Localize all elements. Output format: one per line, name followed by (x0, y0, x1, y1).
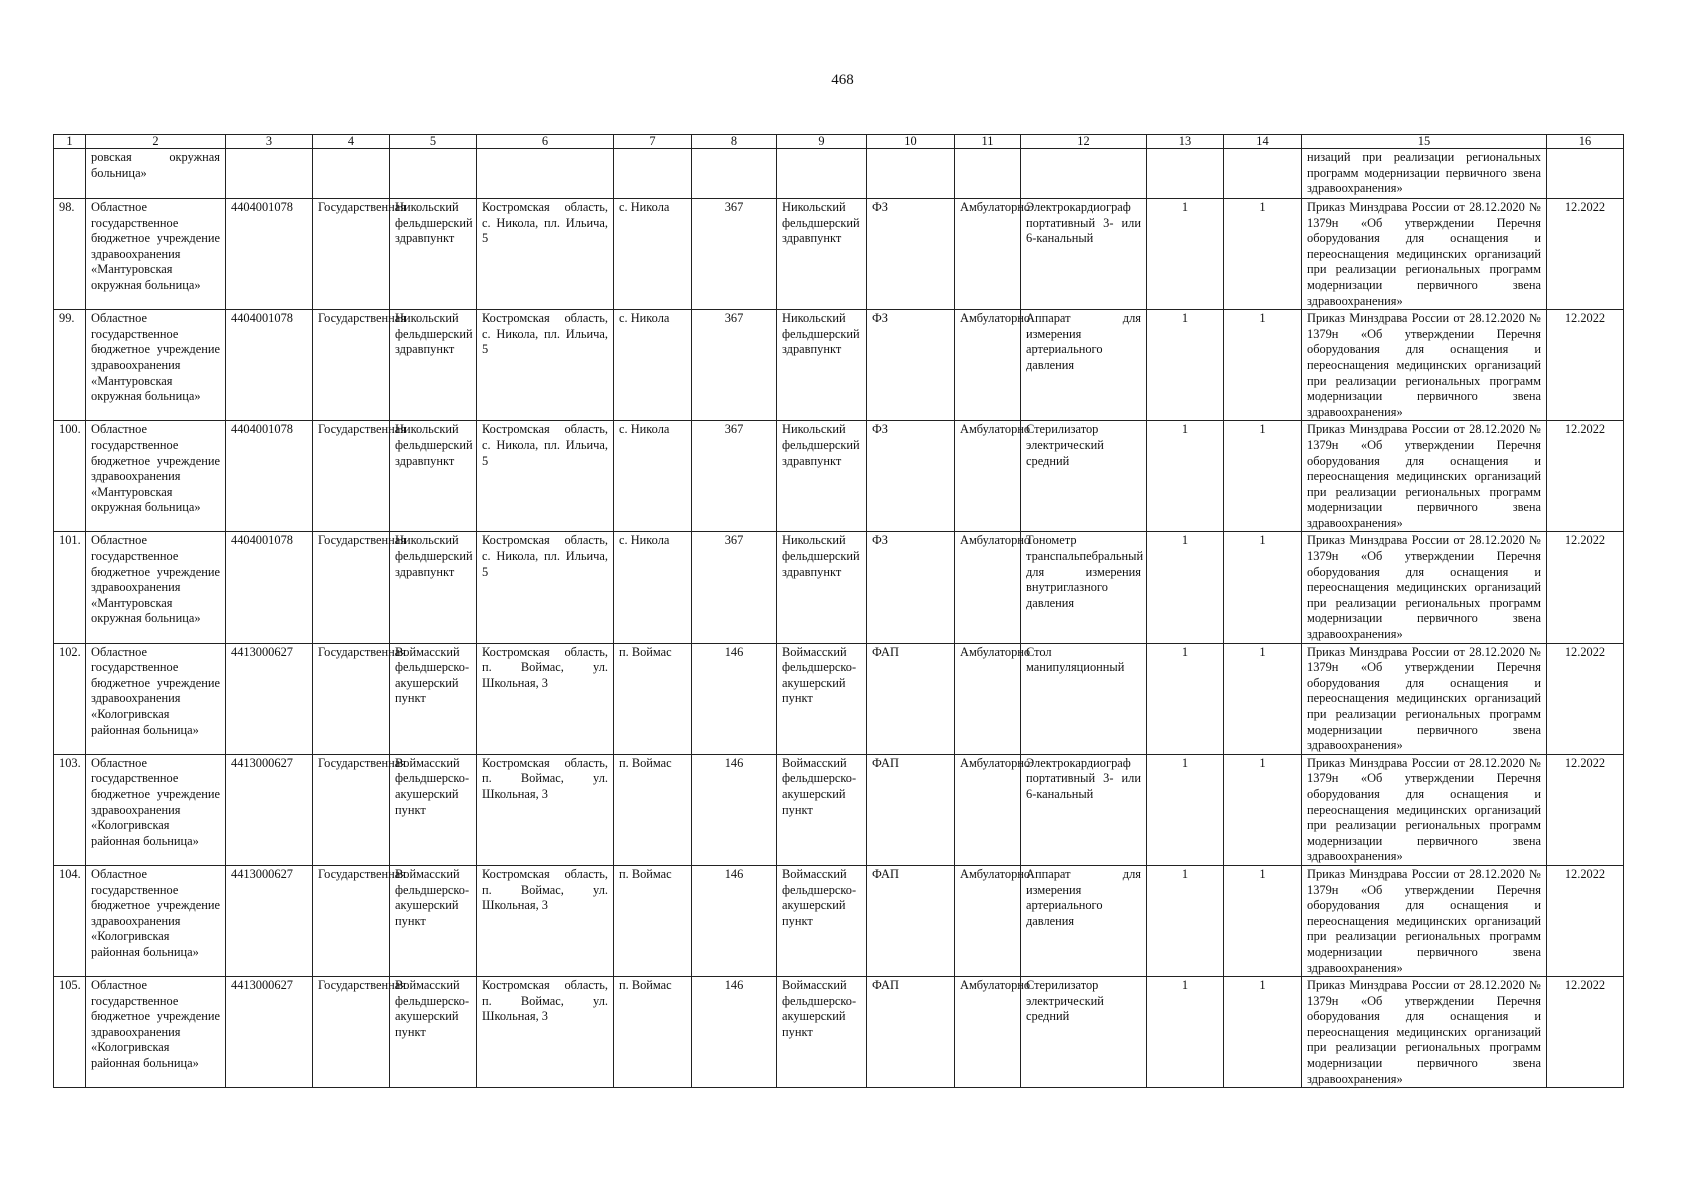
care-cell: Амбулаторно (955, 532, 1021, 643)
unit-type-cell: Воймасский фельдшерско-акушерский пункт (777, 977, 867, 1088)
care-cell: Амбулаторно (955, 421, 1021, 532)
unit-cell: Воймасский фельдшерско-акушерский пункт (390, 754, 477, 865)
quantity-cell: 1 (1224, 643, 1302, 754)
ownership-cell: Государственная (313, 865, 390, 976)
column-number: 14 (1224, 135, 1302, 149)
column-number: 13 (1147, 135, 1224, 149)
settlement-cell: п. Воймас (614, 865, 692, 976)
settlement-cell: с. Никола (614, 310, 692, 421)
ownership-cell: Государственная (313, 421, 390, 532)
inn-cell: 4413000627 (226, 977, 313, 1088)
date-cell: 12.2022 (1547, 199, 1624, 310)
unit-type-cell: Никольский фельдшерский здравпункт (777, 421, 867, 532)
org-cell: Областное государственное бюджетное учреждение здравоохранения «Кологривская районная больница» (86, 643, 226, 754)
basis-cell: Приказ Минздрава России от 28.12.2020 № 1379н «Об утверждении Перечня оборудования для оснащения и переоснащения медицинских организаций при реализации региональных программ модернизации первичного звена здравоохранения» (1302, 865, 1547, 976)
table-row (54, 977, 1624, 1088)
column-number: 1 (54, 135, 86, 149)
org-cell: Областное государственное бюджетное учреждение здравоохранения «Мантуровская окружная больница» (86, 532, 226, 643)
column-number: 10 (867, 135, 955, 149)
column-number: 6 (477, 135, 614, 149)
population-cell: 146 (692, 977, 777, 1088)
column-number: 4 (313, 135, 390, 149)
settlement-cell: п. Воймас (614, 643, 692, 754)
quantity-cell: 1 (1147, 865, 1224, 976)
row-number: 98. (54, 199, 86, 310)
address-cell: Костромская область, с. Никола, пл. Ильича, 5 (477, 310, 614, 421)
type-code-cell: ФЗ (867, 310, 955, 421)
quantity-cell: 1 (1147, 199, 1224, 310)
population-cell: 146 (692, 754, 777, 865)
population-cell: 367 (692, 310, 777, 421)
type-code-cell: ФАП (867, 754, 955, 865)
population-cell: 367 (692, 532, 777, 643)
table-row (54, 310, 1624, 421)
settlement-cell: п. Воймас (614, 754, 692, 865)
basis-cell: Приказ Минздрава России от 28.12.2020 № 1379н «Об утверждении Перечня оборудования для оснащения и переоснащения медицинских организаций при реализации региональных программ модернизации первичного звена здравоохранения» (1302, 532, 1547, 643)
table-row (54, 754, 1624, 865)
row-number: 101. (54, 532, 86, 643)
unit-type-cell: Никольский фельдшерский здравпункт (777, 532, 867, 643)
column-number: 15 (1302, 135, 1547, 149)
org-cell: ровская окружная больница» (86, 149, 226, 199)
inn-cell: 4404001078 (226, 199, 313, 310)
column-number: 8 (692, 135, 777, 149)
ownership-cell: Государственная (313, 977, 390, 1088)
settlement-cell: с. Никола (614, 199, 692, 310)
unit-type-cell: Никольский фельдшерский здравпункт (777, 310, 867, 421)
org-cell: Областное государственное бюджетное учреждение здравоохранения «Кологривская районная больница» (86, 865, 226, 976)
type-code-cell: ФЗ (867, 532, 955, 643)
care-cell: Амбулаторно (955, 865, 1021, 976)
unit-type-cell: Воймасский фельдшерско-акушерский пункт (777, 754, 867, 865)
address-cell: Костромская область, п. Воймас, ул. Школьная, 3 (477, 643, 614, 754)
inn-cell: 4404001078 (226, 532, 313, 643)
address-cell: Костромская область, п. Воймас, ул. Школьная, 3 (477, 977, 614, 1088)
row-number: 99. (54, 310, 86, 421)
date-cell: 12.2022 (1547, 421, 1624, 532)
table-row (54, 421, 1624, 532)
care-cell: Амбулаторно (955, 643, 1021, 754)
row-number: 104. (54, 865, 86, 976)
quantity-cell: 1 (1147, 532, 1224, 643)
quantity-cell: 1 (1147, 310, 1224, 421)
unit-type-cell: Воймасский фельдшерско-акушерский пункт (777, 643, 867, 754)
table-row (54, 643, 1624, 754)
date-cell: 12.2022 (1547, 977, 1624, 1088)
basis-cell: Приказ Минздрава России от 28.12.2020 № 1379н «Об утверждении Перечня оборудования для оснащения и переоснащения медицинских организаций при реализации региональных программ модернизации первичного звена здравоохранения» (1302, 199, 1547, 310)
unit-type-cell: Воймасский фельдшерско-акушерский пункт (777, 865, 867, 976)
basis-cell: Приказ Минздрава России от 28.12.2020 № 1379н «Об утверждении Перечня оборудования для оснащения и переоснащения медицинских организаций при реализации региональных программ модернизации первичного звена здравоохранения» (1302, 754, 1547, 865)
address-cell: Костромская область, п. Воймас, ул. Школьная, 3 (477, 865, 614, 976)
row-number: 102. (54, 643, 86, 754)
population-cell: 367 (692, 421, 777, 532)
equipment-cell: Аппарат для измерения артериального давления (1021, 310, 1147, 421)
inn-cell: 4413000627 (226, 865, 313, 976)
org-cell: Областное государственное бюджетное учреждение здравоохранения «Мантуровская окружная больница» (86, 199, 226, 310)
basis-cell: Приказ Минздрава России от 28.12.2020 № 1379н «Об утверждении Перечня оборудования для оснащения и переоснащения медицинских организаций при реализации региональных программ модернизации первичного звена здравоохранения» (1302, 643, 1547, 754)
address-cell: Костромская область, с. Никола, пл. Ильича, 5 (477, 532, 614, 643)
quantity-cell: 1 (1224, 421, 1302, 532)
table-row (54, 199, 1624, 310)
column-number-row (54, 135, 1624, 149)
inn-cell: 4404001078 (226, 421, 313, 532)
org-cell: Областное государственное бюджетное учреждение здравоохранения «Мантуровская окружная больница» (86, 310, 226, 421)
page-number: 468 (831, 72, 854, 88)
date-cell: 12.2022 (1547, 754, 1624, 865)
quantity-cell: 1 (1224, 532, 1302, 643)
row-number: 100. (54, 421, 86, 532)
column-number: 16 (1547, 135, 1624, 149)
unit-cell: Никольский фельдшерский здравпункт (390, 310, 477, 421)
type-code-cell: ФЗ (867, 199, 955, 310)
unit-type-cell: Никольский фельдшерский здравпункт (777, 199, 867, 310)
row-number: 105. (54, 977, 86, 1088)
column-number: 11 (955, 135, 1021, 149)
unit-cell: Воймасский фельдшерско-акушерский пункт (390, 643, 477, 754)
equipment-cell: Аппарат для измерения артериального давления (1021, 865, 1147, 976)
column-number: 3 (226, 135, 313, 149)
type-code-cell: ФАП (867, 977, 955, 1088)
unit-cell: Воймасский фельдшерско-акушерский пункт (390, 865, 477, 976)
basis-cell: низаций при реализации региональных программ модернизации первичного звена здравоохранения» (1302, 149, 1547, 199)
care-cell: Амбулаторно (955, 977, 1021, 1088)
type-code-cell: ФАП (867, 865, 955, 976)
quantity-cell: 1 (1147, 977, 1224, 1088)
row-number: 103. (54, 754, 86, 865)
equipment-cell: Стерилизатор электрический средний (1021, 421, 1147, 532)
ownership-cell: Государственная (313, 643, 390, 754)
type-code-cell: ФАП (867, 643, 955, 754)
type-code-cell: ФЗ (867, 421, 955, 532)
org-cell: Областное государственное бюджетное учреждение здравоохранения «Кологривская районная больница» (86, 977, 226, 1088)
quantity-cell: 1 (1224, 865, 1302, 976)
ownership-cell: Государственная (313, 754, 390, 865)
quantity-cell: 1 (1147, 643, 1224, 754)
settlement-cell: п. Воймас (614, 977, 692, 1088)
column-number: 12 (1021, 135, 1147, 149)
care-cell: Амбулаторно (955, 310, 1021, 421)
column-number: 7 (614, 135, 692, 149)
care-cell: Амбулаторно (955, 199, 1021, 310)
ownership-cell: Государственная (313, 532, 390, 643)
unit-cell: Никольский фельдшерский здравпункт (390, 532, 477, 643)
continuation-row (54, 149, 1624, 199)
inn-cell: 4413000627 (226, 754, 313, 865)
column-number: 9 (777, 135, 867, 149)
equipment-cell: Электрокардиограф портативный 3- или 6-канальный (1021, 754, 1147, 865)
population-cell: 146 (692, 865, 777, 976)
inn-cell: 4404001078 (226, 310, 313, 421)
column-number: 5 (390, 135, 477, 149)
basis-cell: Приказ Минздрава России от 28.12.2020 № 1379н «Об утверждении Перечня оборудования для оснащения и переоснащения медицинских организаций при реализации региональных программ модернизации первичного звена здравоохранения» (1302, 977, 1547, 1088)
population-cell: 367 (692, 199, 777, 310)
equipment-cell: Тонометр транспальпебральный для измерения внутриглазного давления (1021, 532, 1147, 643)
settlement-cell: с. Никола (614, 421, 692, 532)
unit-cell: Никольский фельдшерский здравпункт (390, 421, 477, 532)
org-cell: Областное государственное бюджетное учреждение здравоохранения «Кологривская районная больница» (86, 754, 226, 865)
table-row (54, 865, 1624, 976)
quantity-cell: 1 (1224, 754, 1302, 865)
settlement-cell: с. Никола (614, 532, 692, 643)
care-cell: Амбулаторно (955, 754, 1021, 865)
table-row (54, 532, 1624, 643)
basis-cell: Приказ Минздрава России от 28.12.2020 № 1379н «Об утверждении Перечня оборудования для оснащения и переоснащения медицинских организаций при реализации региональных программ модернизации первичного звена здравоохранения» (1302, 310, 1547, 421)
date-cell: 12.2022 (1547, 865, 1624, 976)
equipment-cell: Стол манипуляционный (1021, 643, 1147, 754)
address-cell: Костромская область, с. Никола, пл. Ильича, 5 (477, 199, 614, 310)
quantity-cell: 1 (1224, 199, 1302, 310)
ownership-cell: Государственная (313, 310, 390, 421)
population-cell: 146 (692, 643, 777, 754)
equipment-registry-table (53, 134, 1624, 1088)
unit-cell: Воймасский фельдшерско-акушерский пункт (390, 977, 477, 1088)
equipment-cell: Электрокардиограф портативный 3- или 6-канальный (1021, 199, 1147, 310)
equipment-cell: Стерилизатор электрический средний (1021, 977, 1147, 1088)
address-cell: Костромская область, с. Никола, пл. Ильича, 5 (477, 421, 614, 532)
address-cell: Костромская область, п. Воймас, ул. Школьная, 3 (477, 754, 614, 865)
column-number: 2 (86, 135, 226, 149)
ownership-cell: Государственная (313, 199, 390, 310)
quantity-cell: 1 (1147, 421, 1224, 532)
inn-cell: 4413000627 (226, 643, 313, 754)
quantity-cell: 1 (1147, 754, 1224, 865)
date-cell: 12.2022 (1547, 643, 1624, 754)
quantity-cell: 1 (1224, 310, 1302, 421)
quantity-cell: 1 (1224, 977, 1302, 1088)
date-cell: 12.2022 (1547, 532, 1624, 643)
org-cell: Областное государственное бюджетное учреждение здравоохранения «Мантуровская окружная больница» (86, 421, 226, 532)
date-cell: 12.2022 (1547, 310, 1624, 421)
unit-cell: Никольский фельдшерский здравпункт (390, 199, 477, 310)
basis-cell: Приказ Минздрава России от 28.12.2020 № 1379н «Об утверждении Перечня оборудования для оснащения и переоснащения медицинских организаций при реализации региональных программ модернизации первичного звена здравоохранения» (1302, 421, 1547, 532)
